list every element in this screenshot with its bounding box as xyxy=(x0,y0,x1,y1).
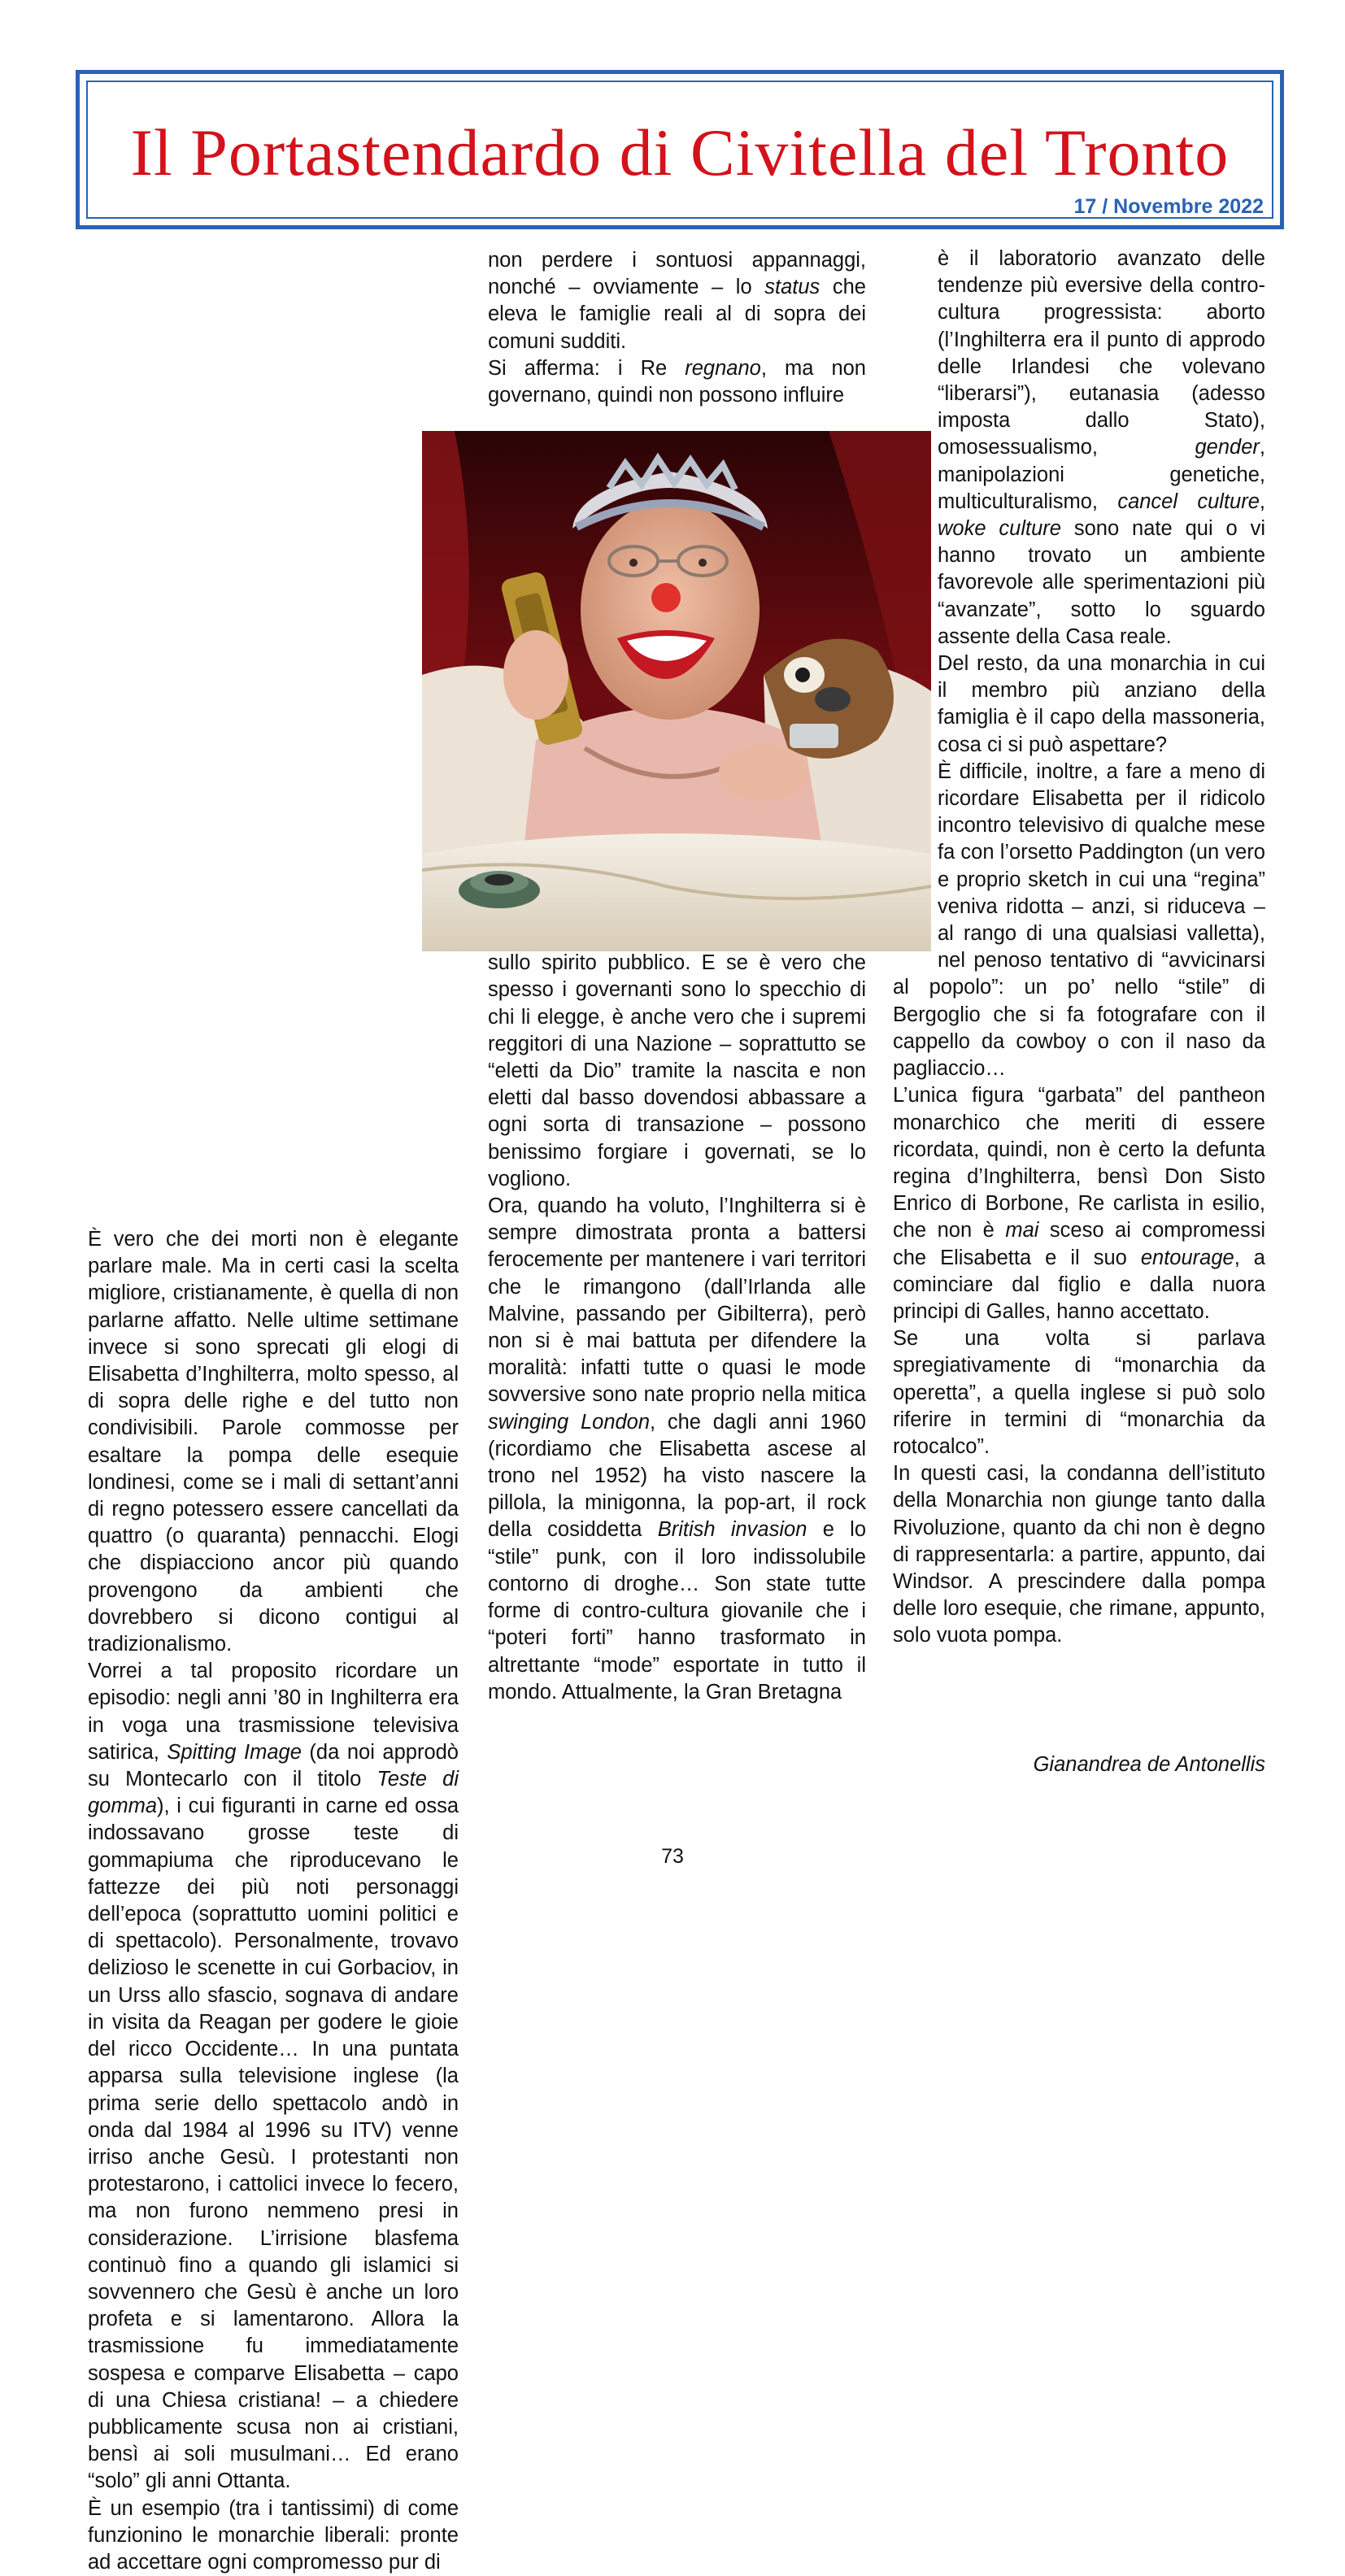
paragraph: non perdere i sontuosi appannaggi, nonché – ovviamente – lo status che eleva le famiglie reali al di sopra dei comuni sudditi. xyxy=(488,249,866,353)
paragraph: sullo spirito pubblico. E se è vero che spesso i governanti sono lo specchio di chi li elegge, è anche vero che i supremi reggitori di una Nazione – soprattutto se “eletti da Dio” tramite la nascita e non eletti dal basso dovendosi abbassare a ogni sorta di transazione – possono benissimo forgiare i governati, se lo vogliono. xyxy=(488,951,866,1190)
paragraph: L’unica figura “garbata” del pantheon monarchico che meriti di essere ricordata, quindi, non è certo la defunta regina d’Inghilterra, bensì Don Sisto Enrico di Borbone, Re carlista in esilio, che non è mai sceso ai compromessi che Elisabetta e il suo entourage, a cominciare dal figlio e dalla nuora principi di Galles, hanno accettato. xyxy=(893,1084,1265,1323)
paragraph: Se una volta si parlava spregiativamente di “monarchia da operetta”, a quella inglese si può solo riferire in termini di “monarchia da rotocalco”. xyxy=(893,1327,1265,1458)
paragraph: È un esempio (tra i tantissimi) di come funzionino le monarchie liberali: pronte ad accettare ogni compromesso pur di xyxy=(88,2496,459,2574)
issue-date: 17 / Novembre 2022 xyxy=(1073,195,1264,218)
paragraph: Si afferma: i Re regnano, ma non governano, quindi non possono influire xyxy=(488,356,866,407)
photo-wrap-spacer xyxy=(101,246,459,1226)
article-photo xyxy=(422,431,931,951)
page-number: 73 xyxy=(661,1845,684,1868)
article-column-3 xyxy=(893,246,1265,1650)
paragraph: È difficile, inoltre, a fare a meno di ricordare Elisabetta per il ridicolo incontro televisivo di qualche mese fa con l’orsetto Paddington (un vero e proprio sketch in cui una “regina” veniva ridotta – anzi, si riduceva – al rango di una qualsiasi valletta), nel penoso tentativo di “avvicinarsi al popolo”: un po’ nello “stile” di Bergoglio che si fa fotografare con il cappello da cowboy o con il naso da pagliaccio… xyxy=(893,759,1265,1081)
paragraph: è il laboratorio avanzato delle tendenze più eversive della contro-cultura progressista: aborto (l’Inghilterra era il punto di approdo delle Irlandesi che volevano “liberarsi”), eutanasia (adesso imposta dallo Stato), omosessualismo, gender, manipolazioni genetiche, multiculturalismo, cancel culture, woke culture sono nate qui o vi hanno trovato un ambiente favorevole alle sperimentazioni più “avanzate”, sotto lo sguardo assente della Casa reale. xyxy=(938,247,1265,648)
page-title: Il Portastendardo di Civitella del Tronto xyxy=(130,115,1230,189)
article-column-1 xyxy=(88,246,459,2576)
author-signature: Gianandrea de Antonellis xyxy=(1033,1753,1265,1776)
paragraph: Ora, quando ha voluto, l’Inghilterra si è sempre dimostrata pronta a battersi ferocemente per mantenere i vari territori che le rimangono (dall’Irlanda alle Malvine, passando per Gibilterra), però non si è mai battuta per difendere la moralità: infatti tutte o quasi le mode sovversive sono nate proprio nella mitica swinging London, che dagli anni 1960 (ricordiamo che Elisabetta ascese al trono nel 1952) ha visto nascere la pillola, la minigonna, la pop-art, il rock della cosiddetta British invasion e lo “stile” punk, con il loro indissolubile contorno di droghe… Son state tutte forme di contro-cultura giovanile che i “poteri forti” hanno trasformato in altrettante “mode” esportate in tutto il mondo. Attualmente, la Gran Bretagna xyxy=(488,1194,867,1704)
paragraph: È vero che dei morti non è elegante parlare male. Ma in certi casi la scelta migliore, cristianamente, è quella di non parlarne affatto. Nelle ultime settimane invece si sono sprecati gli elogi di Elisabetta d’Inghilterra, molto spesso, al di sopra delle righe e del tutto non condivisibili. Parole commosse per esaltare la pompa delle esequie londinesi, come se i mali di settant’anni di regno potessero essere cancellati da quattro (o quaranta) pennacchi. Elogi che dispiacciono ancor più quando provengono da ambienti che dovrebbero si dicono contigui al tradizionalismo. xyxy=(88,1228,459,1656)
paragraph: Del resto, da una monarchia in cui il membro più anziano della famiglia è il capo della massoneria, cosa ci si può aspettare? xyxy=(938,652,1265,756)
paragraph: In questi casi, la condanna dell’istituto della Monarchia non giunge tanto dalla Rivoluzione, quanto da chi non è degno di rappresentarla: a partire, appunto, dai Windsor. A prescindere dalla pompa delle loro esequie, che rimane, appunto, solo vuota pompa. xyxy=(893,1462,1265,1647)
header-frame xyxy=(76,70,1284,229)
paragraph: Vorrei a tal proposito ricordare un episodio: negli anni ’80 in Inghilterra era in voga una trasmissione televisiva satirica, Spitting Image (da noi approdò su Montecarlo con il titolo Teste di gomma), i cui figuranti in carne ed ossa indossavano grosse teste di gommapiuma che riproducevano le fattezze dei più noti personaggi dell’epoca (soprattutto uomini politici e di spettacolo). Personalmente, trovavo delizioso le scenette in cui Gorbaciov, in un Urss allo sfascio, sognava di andare in visita da Reagan per godere le gioie del ricco Occidente… In una puntata apparsa sulla televisione inglese (la prima serie dello spettacolo andò in onda dal 1984 al 1996 su ITV) venne irriso anche Gesù. I protestanti non protestarono, i cattolici invece lo fecero, ma non furono nemmeno presi in considerazione. L’irrisione blasfema continuò fino a quando gli islamici si sovvennero che Gesù è anche un loro profeta e si lamentarono. Allora la trasmissione fu immediatamente sospesa e comparve Elisabetta – capo di una Chiesa cristiana! – a chiedere pubblicamente scusa non ai cristiani, bensì ai soli musulmani… Ed erano “solo” gli anni Ottanta. xyxy=(88,1660,459,2493)
